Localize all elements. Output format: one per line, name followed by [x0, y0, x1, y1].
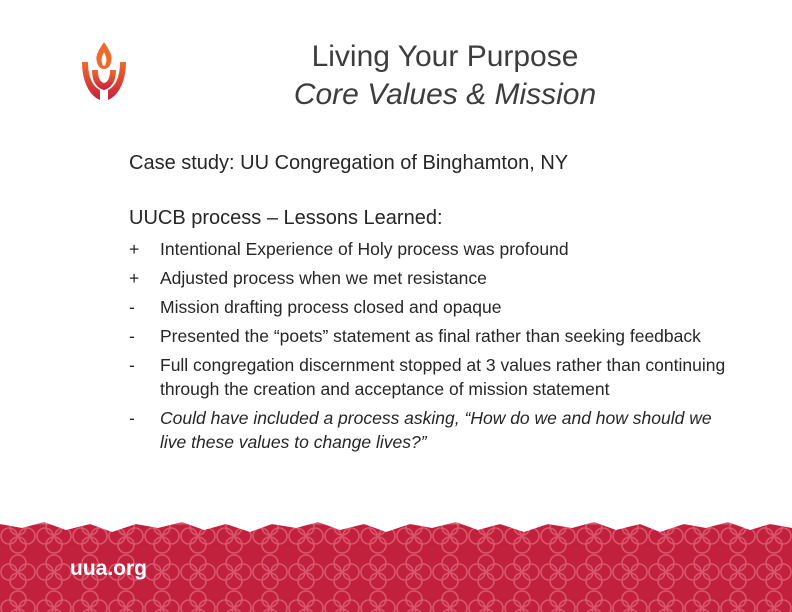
- list-item: [129, 295, 729, 319]
- list-item: [129, 266, 729, 290]
- list-marker: -: [129, 355, 135, 375]
- list-item: [129, 324, 729, 348]
- flaming-chalice-icon: [80, 40, 128, 104]
- list-item-text: Full congregation discernment stopped at 3 values rather than continuing through the creation and acceptance of mission statement: [160, 355, 726, 399]
- list-item-text: Could have included a process asking, “How do we and how should we live these values to change lives?”: [160, 408, 712, 452]
- list-item-text: Intentional Experience of Holy process was profound: [160, 239, 569, 259]
- list-marker: -: [129, 297, 135, 317]
- lessons-heading: UUCB process – Lessons Learned:: [129, 207, 443, 229]
- title-line-1: Living Your Purpose: [311, 40, 579, 73]
- list-item: [129, 353, 729, 401]
- list-marker: +: [129, 268, 140, 288]
- list-marker: +: [129, 239, 140, 259]
- lessons-list: [129, 237, 729, 459]
- list-marker: -: [129, 408, 135, 428]
- list-item: [129, 237, 729, 261]
- list-item-text: Presented the “poets” statement as final rather than seeking feedback: [160, 326, 701, 346]
- footer-site-label: uua.org: [70, 557, 147, 580]
- title-line-2: Core Values & Mission: [293, 78, 597, 111]
- list-item: [129, 406, 729, 454]
- list-item-text: Mission drafting process closed and opaque: [160, 297, 502, 317]
- list-item-text: Adjusted process when we met resistance: [160, 268, 487, 288]
- case-study-text: Case study: UU Congregation of Binghamton, NY: [129, 152, 569, 174]
- list-marker: -: [129, 326, 135, 346]
- slide-title: [230, 38, 660, 114]
